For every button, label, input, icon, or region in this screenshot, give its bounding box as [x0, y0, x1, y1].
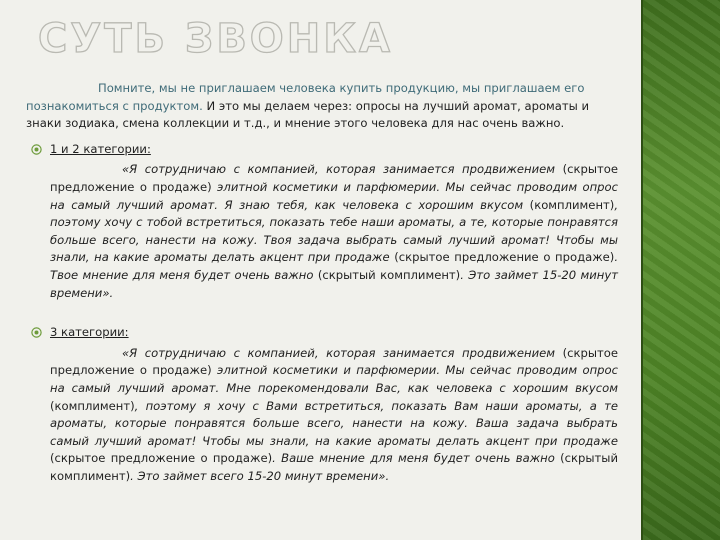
script-text: . Это займет всего 15-20 минут времени».: [130, 468, 390, 483]
decorative-green-stripe: [641, 0, 720, 540]
script-note: (скрытое предложение о продаже): [50, 451, 273, 466]
script-text: , поэтому я хочу с Вами встретиться, показать Вам наши ароматы, а те ароматы, которые понравятся больше всего, нанести на кожу. Ваша задача выбрать самый лучший аромат! Чтобы мы знали, на какие ароматы делать акцент при продаже: [50, 398, 618, 448]
script-text: . Ваше мнение для меня будет очень важно: [272, 451, 561, 466]
script-note: (скрытый комплимент): [317, 267, 461, 282]
script-note: (скрытое предложение о продаже): [394, 250, 615, 265]
call-script: [50, 161, 618, 302]
script-text: элитной косметики и парфюмерии. Мы сейчас проводим опрос на самый лучший аромат. Я знаю тебя, как человека с хорошим вкусом: [50, 179, 618, 212]
slide-content: [26, 80, 618, 485]
intro-lead: Помните, мы не приглашаем человека купить продукцию, мы приглашаем его познакомиться с продуктом.: [26, 81, 585, 113]
script-text: «Я сотрудничаю с компанией, которая занимается продвижением: [122, 162, 563, 177]
script-text: элитной косметики и парфюмерии. Мы сейчас проводим опрос на самый лучший аромат. Мне порекомендовали Вас, как человека с хорошим вкусом: [50, 363, 618, 395]
script-note: (комплимент): [50, 398, 135, 413]
script-text: . Твое мнение для меня будет очень важно: [50, 250, 618, 282]
intro-paragraph: [26, 80, 618, 133]
intro-rest: И это мы делаем через: опросы на лучший аромат, ароматы и знаки зодиака, смена коллекции и т.д., и мнение этого человека для нас очень важно.: [26, 98, 590, 131]
section-3-categories: [26, 324, 618, 485]
bullet-circle-icon: [31, 327, 42, 338]
script-note: (скрытый комплимент): [50, 451, 618, 483]
script-note: (скрытое предложение о продаже): [50, 345, 618, 378]
slide-title: СУТЬ ЗВОНКА: [38, 16, 393, 62]
script-note: (комплимент): [529, 197, 615, 212]
section-label: 3 категории:: [50, 325, 129, 340]
bullet-circle-icon: [31, 144, 42, 155]
script-note: (скрытое предложение о продаже): [50, 162, 618, 194]
section-1-2-categories: [26, 141, 618, 302]
script-text: . Это займет 15-20 минут времени».: [50, 267, 618, 300]
script-text: «Я сотрудничаю с компанией, которая занимается продвижением: [122, 345, 563, 360]
call-script: [50, 345, 618, 486]
script-text: , поэтому хочу с тобой встретиться, показать тебе наши ароматы, а те, которые понравятся больше всего, нанести на кожу. Твоя задача выбрать самый лучший аромат! Чтобы мы знали, на какие ароматы делать акцент при продаже: [50, 197, 618, 265]
section-label: 1 и 2 категории:: [50, 141, 151, 156]
